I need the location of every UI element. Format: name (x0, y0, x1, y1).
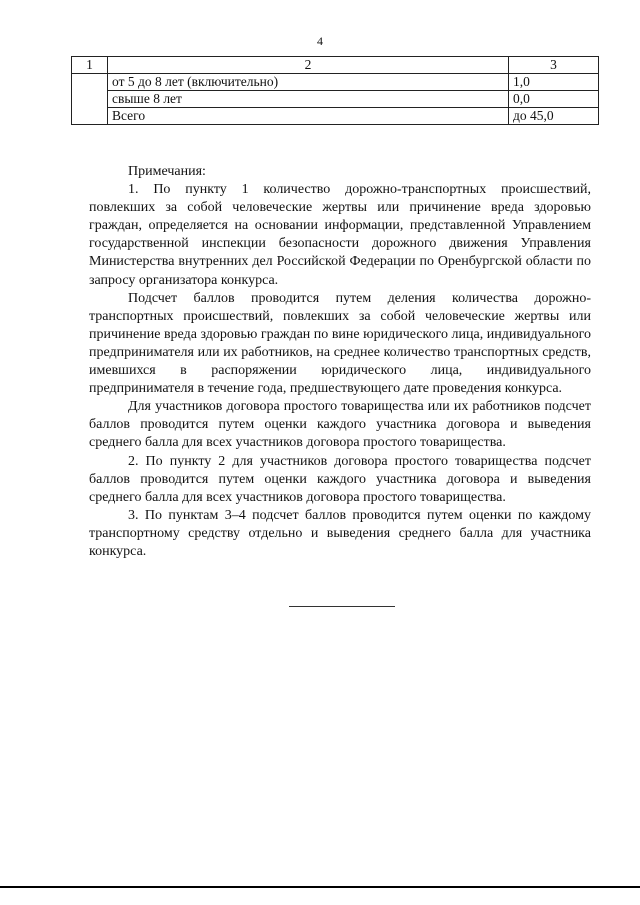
note-paragraph: Подсчет баллов проводится путем деления количества дорожно-транспортных происшествий, повлекших за собой человеческие жертвы или причинение вреда здоровью граждан по вине юридического лица, индивидуального предпринимателя или их работников, на среднее количество транспортных средств, имевшихся в распоряжении юридического лица, индивидуального предпринимателя в течение года, предшествующего дате проведения конкурса. (89, 290, 591, 397)
table-cell-label: свыше 8 лет (108, 91, 509, 108)
end-separator-line (289, 606, 395, 607)
page-number: 4 (317, 34, 323, 48)
table-cell-value: 1,0 (509, 74, 599, 91)
table-cell-value: до 45,0 (509, 108, 599, 125)
table-cell-label: от 5 до 8 лет (включительно) (108, 74, 509, 91)
notes-heading: Примечания: (128, 164, 206, 179)
table-cell-label: Всего (108, 108, 509, 125)
table-cell-empty (72, 74, 108, 91)
table-header-cell: 2 (108, 57, 509, 74)
score-table (71, 56, 599, 125)
note-paragraph: 3. По пунктам 3–4 подсчет баллов проводится путем оценки по каждому транспортному средству отдельно и выведения среднего балла для участника конкурса. (89, 507, 591, 559)
note-paragraph: 2. По пункту 2 для участников договора простого товарищества подсчет баллов проводится путем оценки каждого участника договора и выведения среднего балла для всех участников договора простого товарищества. (89, 453, 591, 505)
table-cell-value: 0,0 (509, 91, 599, 108)
note-paragraph: Для участников договора простого товарищества или их работников подсчет баллов проводится путем оценки каждого участника договора и выведения среднего балла для всех участников договора простого товарищества. (89, 399, 591, 451)
table-cell-empty (72, 91, 108, 108)
table-header-cell: 3 (509, 57, 599, 74)
note-paragraph: 1. По пункту 1 количество дорожно-транспортных происшествий, повлекших за собой человеческие жертвы или причинение вреда здоровью граждан, определяется на основании информации, представленной Управлением государственной инспекции безопасности дорожного движения Управления Министерства внутренних дел Российской Федерации по Оренбургской области по запросу организатора конкурса. (89, 182, 591, 288)
table-header-row (72, 57, 599, 74)
table-cell-empty (72, 108, 108, 125)
table-header-cell: 1 (72, 57, 108, 74)
table-row-total (72, 108, 599, 125)
table-row (72, 91, 599, 108)
notes-section (89, 163, 591, 561)
table-row (72, 74, 599, 91)
scan-edge-line (0, 886, 640, 888)
